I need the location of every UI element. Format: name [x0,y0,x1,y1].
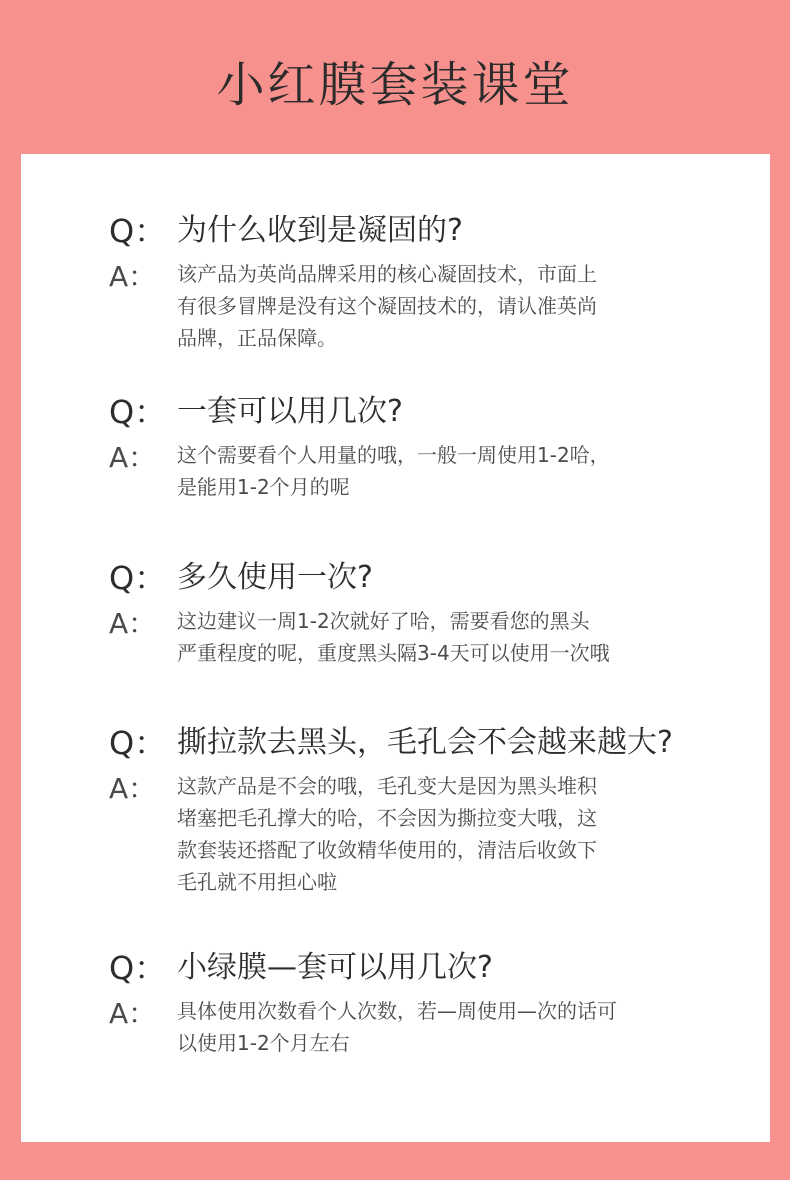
faq-item [109,210,749,354]
question-row [109,722,749,764]
faq-item [109,722,749,898]
question-row [109,391,749,433]
answer-line: 具体使用次数看个人次数，若—周使用—次的话可 [177,999,617,1023]
question-prefix: Q： [109,212,167,250]
faq-card [21,154,770,1142]
answer-line: 这个需要看个人用量的哦，一般一周使用1-2哈， [177,443,610,467]
answer-row [109,995,749,1059]
question-row [109,210,749,252]
answer-prefix: A： [109,441,157,474]
answer-prefix: A： [109,607,157,640]
question-prefix: Q： [109,393,167,431]
answer-line: 这款产品是不会的哦，毛孔变大是因为黑头堆积 [177,774,597,798]
answer-text [177,770,697,898]
question-row [109,557,749,599]
question-text: 小绿膜—套可以用几次? [177,950,493,985]
answer-line: 该产品为英尚品牌采用的核心凝固技术，市面上 [177,262,597,286]
answer-text [177,605,697,669]
question-row [109,947,749,989]
answer-line: 是能用1-2个月的呢 [177,475,350,499]
question-text: 一套可以用几次? [177,394,403,429]
answer-row [109,605,749,669]
faq-item [109,947,749,1059]
faq-item [109,391,749,503]
page-title: 小红膜套装课堂 [216,57,574,113]
answer-prefix: A： [109,997,157,1030]
question-text: 为什么收到是凝固的? [177,213,463,248]
question-prefix: Q： [109,949,167,987]
answer-prefix: A： [109,772,157,805]
answer-line: 堵塞把毛孔撑大的哈，不会因为撕拉变大哦，这 [177,806,597,830]
answer-line: 这边建议一周1-2次就好了哈，需要看您的黑头 [177,609,590,633]
answer-line: 品牌，正品保障。 [177,326,337,350]
answer-line: 有很多冒牌是没有这个凝固技术的，请认准英尚 [177,294,597,318]
question-text: 多久使用一次? [177,560,373,595]
answer-row [109,439,749,503]
answer-text [177,258,697,354]
question-prefix: Q： [109,724,167,762]
question-prefix: Q： [109,559,167,597]
answer-text [177,995,697,1059]
answer-prefix: A： [109,260,157,293]
answer-line: 严重程度的呢，重度黑头隔3-4天可以使用一次哦 [177,641,610,665]
answer-line: 毛孔就不用担心啦 [177,870,337,894]
question-text: 撕拉款去黑头，毛孔会不会越来越大? [177,725,673,760]
answer-line: 款套装还搭配了收敛精华使用的，清洁后收敛下 [177,838,597,862]
answer-line: 以使用1-2个月左右 [177,1031,350,1055]
answer-text [177,439,697,503]
faq-item [109,557,749,669]
answer-row [109,258,749,354]
answer-row [109,770,749,898]
